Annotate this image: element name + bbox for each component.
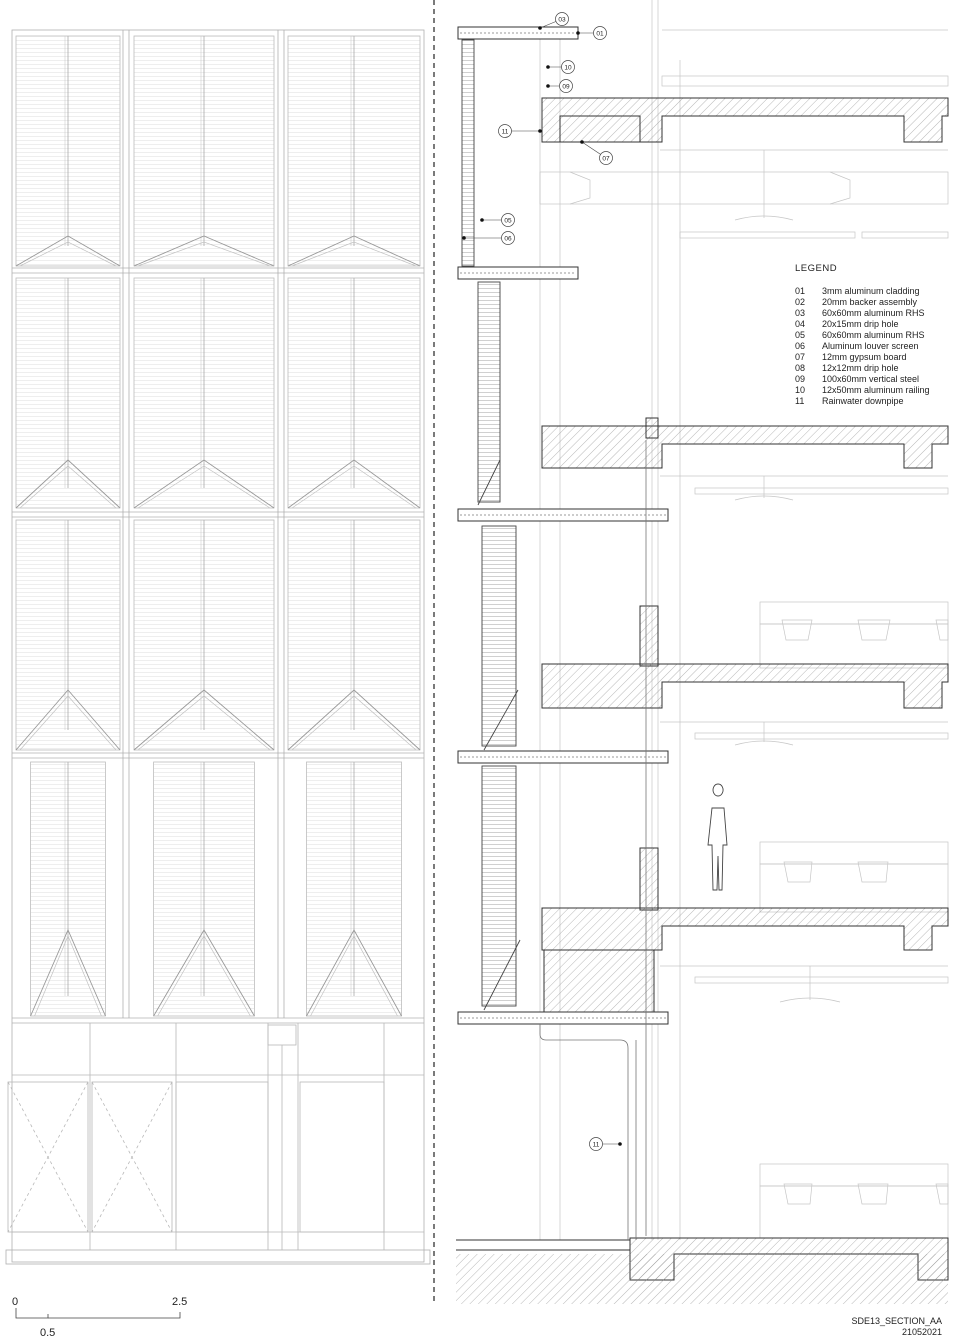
legend-item-number: 05 — [795, 330, 806, 340]
legend-item-number: 07 — [795, 352, 806, 362]
legend-item-number: 01 — [795, 286, 806, 296]
scale-label-end: 2.5 — [172, 1296, 188, 1308]
legend-item — [795, 396, 930, 407]
louver-panel — [134, 520, 274, 750]
human-figure — [708, 784, 727, 890]
legend-title: LEGEND — [795, 263, 838, 274]
legend-item-number: 11 — [795, 396, 805, 406]
annotation-tag-label: 11 — [501, 128, 509, 136]
louver-panel — [134, 36, 274, 266]
legend-list — [795, 286, 930, 407]
legend-item-number: 08 — [795, 363, 806, 373]
louver-panel — [288, 278, 420, 508]
annotation-tag — [499, 125, 542, 138]
legend-item-text: 60x60mm aluminum RHS — [822, 330, 925, 340]
section-light-lines — [540, 0, 948, 1240]
legend-item-text: 12mm gypsum board — [822, 352, 907, 362]
legend-item — [795, 286, 930, 297]
legend-item-text: Rainwater downpipe — [822, 396, 904, 406]
legend-item — [795, 308, 930, 319]
legend-item-number: 02 — [795, 297, 806, 307]
legend-item — [795, 385, 930, 396]
scale-bar — [16, 1308, 180, 1318]
annotation-tag-label: 07 — [602, 155, 610, 163]
section-louver-screens — [462, 40, 516, 1006]
legend-item-number: 09 — [795, 374, 806, 384]
louver-panel — [31, 762, 106, 1016]
legend-item — [795, 341, 930, 352]
louver-panel — [306, 762, 401, 1016]
legend-item-text: 20x15mm drip hole — [822, 319, 899, 329]
legend-item-number: 03 — [795, 308, 806, 318]
annotation-tag-label: 09 — [562, 83, 570, 91]
annotation-tag — [546, 80, 572, 93]
louver-panels — [16, 36, 420, 1016]
legend-item — [795, 363, 930, 374]
legend-item-text: 100x60mm vertical steel — [822, 374, 920, 384]
legend-item-text: 3mm aluminum cladding — [822, 286, 920, 296]
annotation-tag — [590, 1138, 622, 1151]
legend-item — [795, 352, 930, 363]
legend-item — [795, 374, 930, 385]
annotation-tag — [576, 27, 606, 40]
louver-panel — [288, 520, 420, 750]
annotation-tag — [480, 214, 514, 227]
scale-label-half: 0.5 — [40, 1327, 56, 1339]
annotation-tag-label: 01 — [596, 30, 604, 38]
louver-panel — [16, 278, 120, 508]
legend-item — [795, 330, 930, 341]
annotation-tag-label: 06 — [504, 235, 512, 243]
sheet-date: 21052021 — [901, 1327, 942, 1337]
annotation-tag-label: 10 — [564, 64, 572, 72]
louver-panel — [16, 520, 120, 750]
legend-item-number: 06 — [795, 341, 806, 351]
rainwater-downpipe — [540, 440, 646, 1240]
legend-item — [795, 297, 930, 308]
ground-floor-elevation — [8, 1023, 424, 1250]
annotation-tag-label: 11 — [592, 1141, 600, 1149]
louver-panel — [288, 36, 420, 266]
legend-item — [795, 319, 930, 330]
legend-item-text: 12x12mm drip hole — [822, 363, 899, 373]
louver-panel — [154, 762, 255, 1016]
legend-item-text: 60x60mm aluminum RHS — [822, 308, 925, 318]
scale-label-zero: 0 — [12, 1296, 19, 1308]
louver-panel — [134, 278, 274, 508]
legend-item-text: 12x50mm aluminum railing — [822, 385, 930, 395]
annotation-tag-label: 03 — [558, 16, 566, 24]
legend-item-number: 04 — [795, 319, 806, 329]
legend-item-text: 20mm backer assembly — [822, 297, 918, 307]
legend-item-number: 10 — [795, 385, 806, 395]
annotation-tag — [580, 140, 612, 164]
legend-item-text: Aluminum louver screen — [822, 341, 919, 351]
sheet-name: SDE13_SECTION_AA — [851, 1316, 942, 1326]
louver-panel — [16, 36, 120, 266]
annotation-tag-label: 05 — [504, 217, 512, 225]
legend — [795, 263, 930, 407]
